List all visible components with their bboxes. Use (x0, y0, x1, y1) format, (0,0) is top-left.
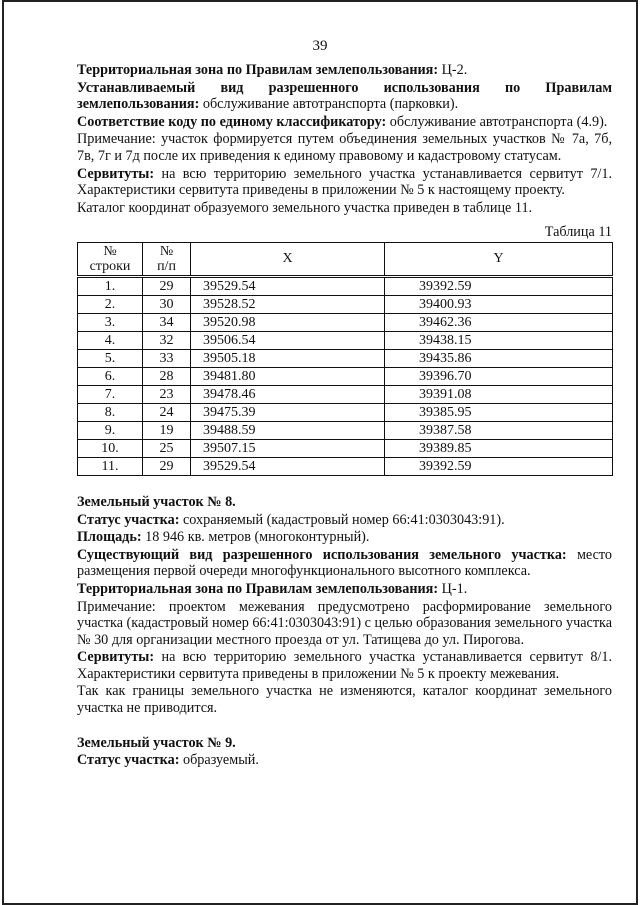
cell-x: 39529.54 (191, 276, 385, 295)
plot-8-area-label: Площадь: (77, 529, 142, 546)
servitude-1 (77, 166, 612, 199)
header-point-number: № п/п (143, 242, 191, 276)
classifier-value: обслуживание автотранспорта (4.9). (386, 113, 608, 130)
plot-9-heading: Земельный участок № 9. (77, 734, 236, 751)
plot-8-zone-value: Ц-1. (438, 580, 468, 597)
plot-8-section (77, 494, 612, 717)
cell-x: 39481.80 (191, 367, 385, 385)
page-border-right (636, 0, 638, 905)
cell-y: 39391.08 (385, 385, 613, 403)
cell-x: 39529.54 (191, 457, 385, 475)
servitude-1-label: Сервитуты: (77, 165, 155, 182)
plot-9-status-value: образуемый. (179, 752, 259, 769)
cell-x: 39506.54 (191, 331, 385, 349)
cell-y: 39462.36 (385, 313, 613, 331)
cell-y: 39389.85 (385, 439, 613, 457)
plot-8-existing-use-value: место размещения первой очереди многофункционального высотного комплекса. (77, 546, 612, 580)
table-row (78, 403, 613, 421)
cell-y: 39392.59 (385, 457, 613, 475)
plot-9-status-label: Статус участка: (77, 752, 180, 769)
cell-row-number: 8. (78, 403, 143, 421)
catalog-line: Каталог координат образуемого земельного участка приведен в таблице 11. (77, 199, 533, 216)
cell-y: 39385.95 (385, 403, 613, 421)
table-header-row (78, 242, 613, 276)
cell-x: 39475.39 (191, 403, 385, 421)
plot-9-status (77, 752, 612, 769)
cell-row-number: 10. (78, 439, 143, 457)
plot-8-boundary-note: Так как границы земельного участка не изменяются, каталог координат земельного участка не приводится. (77, 683, 612, 717)
cell-y: 39387.58 (385, 421, 613, 439)
cell-row-number: 6. (78, 367, 143, 385)
cell-point-number: 30 (143, 295, 191, 313)
header-x: X (191, 242, 385, 276)
cell-x: 39520.98 (191, 313, 385, 331)
cell-point-number: 28 (143, 367, 191, 385)
cell-row-number: 5. (78, 349, 143, 367)
classifier-line (77, 114, 612, 131)
cell-point-number: 32 (143, 331, 191, 349)
cell-point-number: 34 (143, 313, 191, 331)
cell-x: 39505.18 (191, 349, 385, 367)
table-row (78, 367, 613, 385)
table-row (78, 295, 613, 313)
permitted-use-line (77, 80, 612, 113)
plot-8-existing-use (77, 547, 612, 580)
table-row (78, 276, 613, 295)
cell-row-number: 7. (78, 385, 143, 403)
table-row (78, 313, 613, 331)
cell-row-number: 11. (78, 457, 143, 475)
cell-point-number: 19 (143, 421, 191, 439)
zone-line (77, 62, 612, 79)
permitted-use-value: обслуживание автотранспорта (парковки). (199, 96, 459, 113)
table-row (78, 457, 613, 475)
cell-point-number: 29 (143, 457, 191, 475)
table-row (78, 439, 613, 457)
table-row (78, 349, 613, 367)
table-row (78, 421, 613, 439)
page-border-left (2, 0, 4, 905)
classifier-label: Соответствие коду по единому классификатору: (77, 113, 387, 130)
permitted-use-label: Устанавливаемый вид разрешенного использования по Правилам землепользования: (77, 79, 612, 113)
cell-row-number: 4. (78, 331, 143, 349)
plot-8-existing-use-label: Существующий вид разрешенного использования земельного участка: (77, 546, 567, 563)
plot-8-heading: Земельный участок № 8. (77, 493, 236, 510)
cell-x: 39507.15 (191, 439, 385, 457)
page-border-top (3, 0, 637, 2)
plot-9-section (77, 735, 612, 769)
zone-label: Территориальная зона по Правилам землепользования: (77, 62, 439, 78)
plot-8-area-value: 18 946 кв. метров (многоконтурный). (141, 529, 370, 546)
header-y: Y (385, 242, 613, 276)
table-row (78, 385, 613, 403)
cell-row-number: 1. (78, 276, 143, 295)
plot-8-area (77, 529, 612, 546)
header-row-number: № строки (78, 242, 143, 276)
plot-8-status-value: сохраняемый (кадастровый номер 66:41:0303043:91). (179, 511, 505, 528)
cell-point-number: 24 (143, 403, 191, 421)
cell-x: 39488.59 (191, 421, 385, 439)
plot-8-servitude-value: на всю территорию земельного участка устанавливается сервитут 8/1. Характеристики сервитута приведены в приложении № 5 к проекту межевания. (77, 649, 612, 682)
table-row (78, 331, 613, 349)
note-1: Примечание: участок формируется путем объединения земельных участков № 7а, 7б, 7в, 7г и 7д после их приведения к единому правовому и кадастровому статусам. (77, 131, 612, 164)
cell-y: 39438.15 (385, 331, 613, 349)
zone-value: Ц-2. (438, 62, 468, 78)
servitude-1-value: на всю территорию земельного участка устанавливается сервитут 7/1. Характеристики сервитута приведены в приложении № 5 к настоящему проекту. (77, 165, 612, 199)
cell-row-number: 3. (78, 313, 143, 331)
cell-point-number: 33 (143, 349, 191, 367)
plot-8-zone (77, 581, 612, 598)
plot-8-status (77, 512, 612, 529)
page-number: 39 (312, 38, 328, 54)
plot-8-servitude (77, 649, 612, 682)
cell-x: 39528.52 (191, 295, 385, 313)
cell-y: 39435.86 (385, 349, 613, 367)
document-body (77, 62, 612, 770)
plot-8-status-label: Статус участка: (77, 511, 180, 528)
cell-y: 39396.70 (385, 367, 613, 385)
table-body (78, 276, 613, 475)
plot-8-servitude-label: Сервитуты: (77, 649, 155, 666)
cell-y: 39400.93 (385, 295, 613, 313)
plot-8-zone-label: Территориальная зона по Правилам землепользования: (77, 580, 439, 597)
cell-row-number: 2. (78, 295, 143, 313)
cell-y: 39392.59 (385, 276, 613, 295)
plot-8-note: Примечание: проектом межевания предусмотрено расформирование земельного участка (кадастровый номер 66:41:0303043:91) с целью образования земельного участка № 30 для организации местного проезда от ул. Татищева до ул. Пирогова. (77, 598, 612, 648)
cell-x: 39478.46 (191, 385, 385, 403)
cell-point-number: 29 (143, 276, 191, 295)
cell-point-number: 25 (143, 439, 191, 457)
coordinates-table (77, 242, 613, 476)
cell-row-number: 9. (78, 421, 143, 439)
table-caption: Таблица 11 (544, 224, 612, 241)
cell-point-number: 23 (143, 385, 191, 403)
